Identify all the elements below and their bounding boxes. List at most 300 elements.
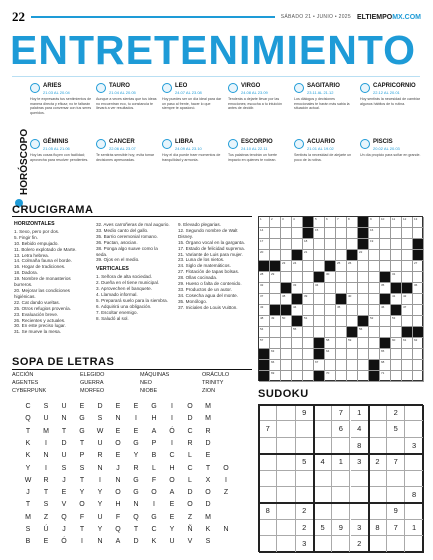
crossword-cell[interactable] — [402, 360, 413, 371]
crossword-cell[interactable] — [292, 228, 303, 239]
crossword-cell[interactable] — [259, 250, 270, 261]
sudoku-cell[interactable]: 4 — [351, 421, 369, 437]
wordsearch-letter[interactable]: J — [62, 526, 66, 533]
wordsearch-letter[interactable]: U — [61, 403, 67, 410]
crossword-cell[interactable] — [347, 294, 358, 305]
wordsearch-letter[interactable]: R — [43, 476, 49, 484]
wordsearch-letter[interactable]: V — [61, 501, 67, 509]
crossword-cell[interactable] — [325, 305, 336, 316]
crossword-cell[interactable] — [303, 272, 314, 283]
wordsearch-letter[interactable]: O — [223, 464, 229, 472]
sudoku-cell[interactable]: 2 — [296, 520, 314, 536]
wordsearch-letter[interactable]: S — [61, 464, 67, 472]
sudoku-cell[interactable]: 3 — [351, 454, 369, 470]
crossword-cell[interactable] — [314, 261, 325, 272]
crossword-cell[interactable] — [303, 283, 314, 294]
crossword-cell[interactable] — [391, 239, 402, 250]
wordsearch-letter[interactable]: C — [25, 403, 31, 410]
wordsearch-letter[interactable]: N — [61, 415, 67, 423]
wordsearch-letter[interactable]: M — [25, 513, 31, 521]
wordsearch-letter[interactable]: S — [97, 415, 103, 423]
crossword-cell[interactable] — [336, 316, 347, 327]
wordsearch-letter[interactable]: O — [187, 501, 193, 509]
wordsearch-letter[interactable]: E — [115, 403, 121, 410]
sudoku-cell[interactable]: 2 — [296, 503, 314, 519]
crossword-cell[interactable] — [391, 349, 402, 360]
wordsearch-letter[interactable]: K — [205, 526, 211, 533]
crossword-cell[interactable] — [347, 283, 358, 294]
crossword-cell[interactable] — [413, 338, 424, 349]
crossword-cell[interactable] — [325, 349, 336, 360]
crossword-cell[interactable] — [402, 239, 413, 250]
wordsearch-letter[interactable]: W — [24, 476, 32, 484]
crossword-cell[interactable] — [314, 294, 325, 305]
crossword-cell[interactable] — [391, 217, 402, 228]
crossword-cell[interactable] — [281, 261, 292, 272]
wordsearch-letter[interactable]: Y — [97, 526, 103, 533]
wordsearch-letter[interactable]: Y — [169, 526, 175, 533]
crossword-cell[interactable] — [292, 327, 303, 338]
crossword-cell[interactable] — [347, 217, 358, 228]
crossword-cell[interactable] — [336, 217, 347, 228]
wordsearch-letter[interactable]: E — [169, 501, 175, 509]
crossword-cell[interactable] — [292, 217, 303, 228]
crossword-cell[interactable] — [259, 338, 270, 349]
crossword-cell[interactable] — [314, 239, 325, 250]
crossword-cell[interactable] — [380, 261, 391, 272]
crossword-cell[interactable] — [303, 294, 314, 305]
wordsearch-letter[interactable]: E — [61, 489, 67, 497]
wordsearch-letter[interactable]: H — [151, 415, 157, 423]
wordsearch-letter[interactable]: U — [43, 415, 49, 423]
wordsearch-letter[interactable]: Y — [25, 464, 31, 472]
crossword-cell[interactable] — [402, 305, 413, 316]
crossword-cell[interactable] — [380, 239, 391, 250]
crossword-cell[interactable] — [369, 283, 380, 294]
crossword-cell[interactable] — [413, 316, 424, 327]
crossword-cell[interactable] — [369, 217, 380, 228]
crossword-cell[interactable] — [380, 349, 391, 360]
wordsearch-letter[interactable]: Y — [97, 501, 103, 509]
wordsearch-letter[interactable]: I — [153, 501, 155, 509]
crossword-cell[interactable] — [413, 360, 424, 371]
crossword-cell[interactable] — [347, 272, 358, 283]
sudoku-cell[interactable]: 7 — [387, 520, 405, 536]
crossword-cell[interactable] — [270, 272, 281, 283]
wordsearch-letter[interactable]: A — [151, 427, 157, 435]
crossword-cell[interactable] — [292, 371, 303, 382]
crossword-cell[interactable] — [413, 349, 424, 360]
wordsearch-letter[interactable]: O — [187, 403, 193, 410]
crossword-cell[interactable] — [391, 250, 402, 261]
sudoku-cell[interactable]: 7 — [259, 421, 277, 437]
wordsearch-letter[interactable]: Z — [43, 513, 49, 521]
crossword-cell[interactable] — [270, 228, 281, 239]
wordsearch-letter[interactable]: Z — [187, 513, 193, 521]
wordsearch-letter[interactable]: L — [188, 476, 192, 484]
wordsearch-letter[interactable]: N — [223, 526, 229, 533]
crossword-cell[interactable] — [270, 349, 281, 360]
crossword-cell[interactable] — [281, 371, 292, 382]
wordsearch-letter[interactable]: I — [171, 439, 173, 447]
wordsearch-letter[interactable]: E — [205, 452, 211, 460]
crossword-cell[interactable] — [281, 250, 292, 261]
crossword-cell[interactable] — [358, 294, 369, 305]
wordsearch-letter[interactable]: B — [151, 452, 157, 460]
crossword-cell[interactable] — [391, 316, 402, 327]
wordsearch-letter[interactable]: P — [79, 452, 85, 460]
crossword-cell[interactable] — [292, 283, 303, 294]
wordsearch-letter[interactable]: O — [169, 476, 175, 484]
sudoku-cell[interactable]: 3 — [351, 520, 369, 536]
wordsearch-letter[interactable]: C — [187, 464, 193, 472]
sudoku-cell[interactable]: 4 — [314, 454, 332, 470]
crossword-cell[interactable] — [369, 305, 380, 316]
crossword-cell[interactable] — [314, 316, 325, 327]
crossword-cell[interactable] — [391, 228, 402, 239]
crossword-cell[interactable] — [281, 228, 292, 239]
wordsearch-letter[interactable]: T — [25, 501, 31, 509]
crossword-cell[interactable] — [325, 360, 336, 371]
sudoku-cell[interactable]: 5 — [296, 454, 314, 470]
crossword-cell[interactable] — [336, 239, 347, 250]
crossword-cell[interactable] — [259, 228, 270, 239]
wordsearch-letter[interactable]: R — [97, 452, 103, 460]
sudoku-cell[interactable]: 2 — [369, 454, 387, 470]
wordsearch-letter[interactable]: R — [133, 464, 139, 472]
wordsearch-letter[interactable]: E — [133, 403, 139, 410]
wordsearch-letter[interactable]: A — [115, 538, 121, 546]
crossword-cell[interactable] — [336, 261, 347, 272]
wordsearch-letter[interactable]: I — [99, 476, 101, 484]
crossword-cell[interactable] — [347, 349, 358, 360]
crossword-cell[interactable] — [391, 261, 402, 272]
wordsearch-letter[interactable]: G — [133, 489, 139, 497]
crossword-cell[interactable] — [413, 371, 424, 382]
crossword-cell[interactable] — [358, 272, 369, 283]
crossword-cell[interactable] — [270, 327, 281, 338]
wordsearch-letter[interactable]: D — [187, 415, 193, 423]
sudoku-cell[interactable]: 5 — [387, 421, 405, 437]
crossword-grid[interactable] — [258, 216, 423, 381]
crossword-cell[interactable] — [413, 261, 424, 272]
wordsearch-letter[interactable]: Q — [133, 513, 139, 521]
crossword-cell[interactable] — [325, 294, 336, 305]
crossword-cell[interactable] — [358, 360, 369, 371]
crossword-cell[interactable] — [358, 250, 369, 261]
crossword-cell[interactable] — [336, 305, 347, 316]
crossword-cell[interactable] — [391, 327, 402, 338]
crossword-cell[interactable] — [270, 217, 281, 228]
wordsearch-letter[interactable]: G — [79, 415, 85, 423]
wordsearch-letter[interactable]: J — [62, 476, 66, 484]
sudoku-cell[interactable]: 8 — [351, 438, 369, 454]
wordsearch-letter[interactable]: D — [187, 489, 193, 497]
wordsearch-letter[interactable]: T — [205, 464, 211, 472]
wordsearch-letter[interactable]: N — [97, 538, 103, 546]
crossword-cell[interactable] — [259, 305, 270, 316]
crossword-cell[interactable] — [292, 349, 303, 360]
wordsearch-letter[interactable]: M — [205, 513, 211, 521]
crossword-cell[interactable] — [325, 228, 336, 239]
crossword-cell[interactable] — [314, 327, 325, 338]
wordsearch-letter[interactable]: R — [187, 439, 193, 447]
crossword-cell[interactable] — [380, 371, 391, 382]
wordsearch-letter[interactable]: T — [25, 427, 31, 435]
crossword-cell[interactable] — [336, 349, 347, 360]
crossword-cell[interactable] — [270, 250, 281, 261]
sudoku-cell[interactable]: 3 — [296, 536, 314, 552]
crossword-cell[interactable] — [369, 239, 380, 250]
crossword-cell[interactable] — [413, 305, 424, 316]
wordsearch-letter[interactable]: C — [169, 452, 175, 460]
crossword-cell[interactable] — [380, 217, 391, 228]
crossword-cell[interactable] — [336, 371, 347, 382]
wordsearch-letter[interactable]: K — [25, 439, 31, 447]
crossword-cell[interactable] — [336, 338, 347, 349]
crossword-cell[interactable] — [380, 360, 391, 371]
crossword-cell[interactable] — [336, 327, 347, 338]
wordsearch-letter[interactable]: Ú — [43, 526, 49, 533]
crossword-cell[interactable] — [402, 261, 413, 272]
wordsearch-letter[interactable]: Y — [133, 452, 139, 460]
crossword-cell[interactable] — [270, 294, 281, 305]
crossword-cell[interactable] — [402, 371, 413, 382]
sudoku-cell[interactable]: 1 — [332, 454, 350, 470]
crossword-cell[interactable] — [380, 316, 391, 327]
crossword-cell[interactable] — [281, 349, 292, 360]
wordsearch-letter[interactable]: K — [25, 452, 31, 460]
crossword-cell[interactable] — [347, 239, 358, 250]
crossword-cell[interactable] — [259, 272, 270, 283]
crossword-cell[interactable] — [281, 327, 292, 338]
wordsearch-letter[interactable]: H — [169, 464, 175, 472]
crossword-cell[interactable] — [402, 338, 413, 349]
crossword-cell[interactable] — [336, 283, 347, 294]
crossword-cell[interactable] — [358, 349, 369, 360]
wordsearch-letter[interactable]: U — [61, 452, 67, 460]
wordsearch-letter[interactable]: Q — [25, 415, 31, 423]
wordsearch-letter[interactable]: I — [135, 415, 137, 423]
sudoku-cell[interactable]: 3 — [405, 438, 423, 454]
crossword-cell[interactable] — [325, 327, 336, 338]
wordsearch-letter[interactable]: H — [115, 501, 121, 509]
crossword-cell[interactable] — [391, 338, 402, 349]
wordsearch-letter[interactable]: I — [171, 415, 173, 423]
wordsearch-letter[interactable]: S — [79, 464, 85, 472]
sudoku-cell[interactable]: 7 — [387, 454, 405, 470]
crossword-cell[interactable] — [369, 228, 380, 239]
wordsearch-letter[interactable]: W — [96, 427, 104, 435]
wordsearch-letter[interactable]: M — [205, 415, 211, 423]
crossword-cell[interactable] — [303, 261, 314, 272]
wordsearch-letter[interactable]: O — [115, 439, 121, 447]
wordsearch-letter[interactable]: Z — [223, 489, 229, 497]
wordsearch-letter[interactable]: E — [43, 538, 49, 546]
sudoku-cell[interactable]: 2 — [387, 405, 405, 421]
crossword-cell[interactable] — [292, 338, 303, 349]
crossword-cell[interactable] — [325, 239, 336, 250]
wordsearch-letter[interactable]: D — [97, 403, 103, 410]
crossword-cell[interactable] — [369, 338, 380, 349]
crossword-cell[interactable] — [369, 294, 380, 305]
crossword-cell[interactable] — [358, 338, 369, 349]
crossword-cell[interactable] — [402, 272, 413, 283]
crossword-cell[interactable] — [325, 250, 336, 261]
crossword-cell[interactable] — [336, 228, 347, 239]
wordsearch-letter[interactable]: S — [205, 538, 211, 546]
wordsearch-letter[interactable]: Y — [79, 489, 85, 497]
crossword-cell[interactable] — [380, 228, 391, 239]
crossword-cell[interactable] — [369, 349, 380, 360]
wordsearch-letter[interactable]: G — [151, 513, 157, 521]
wordsearch-letter[interactable]: T — [43, 489, 49, 497]
sudoku-cell[interactable]: 6 — [332, 421, 350, 437]
crossword-cell[interactable] — [347, 261, 358, 272]
wordsearch-letter[interactable]: D — [61, 439, 67, 447]
wordsearch-letter[interactable]: T — [61, 427, 67, 435]
crossword-cell[interactable] — [347, 338, 358, 349]
wordsearch-letter[interactable]: Y — [97, 489, 103, 497]
wordsearch-letter[interactable]: F — [115, 513, 121, 521]
wordsearch-letter[interactable]: C — [151, 526, 157, 533]
crossword-cell[interactable] — [413, 283, 424, 294]
crossword-cell[interactable] — [303, 305, 314, 316]
wordsearch-letter[interactable]: D — [205, 439, 211, 447]
wordsearch-letter[interactable]: I — [171, 403, 173, 410]
crossword-cell[interactable] — [303, 371, 314, 382]
crossword-cell[interactable] — [303, 360, 314, 371]
wordsearch-letter[interactable]: O — [151, 489, 157, 497]
crossword-cell[interactable] — [270, 371, 281, 382]
crossword-cell[interactable] — [314, 360, 325, 371]
wordsearch-letter[interactable]: N — [43, 452, 49, 460]
crossword-cell[interactable] — [314, 228, 325, 239]
crossword-cell[interactable] — [325, 217, 336, 228]
crossword-cell[interactable] — [391, 371, 402, 382]
wordsearch-letter[interactable]: J — [26, 489, 30, 497]
crossword-cell[interactable] — [391, 294, 402, 305]
wordsearch-letter[interactable]: T — [79, 439, 85, 447]
crossword-cell[interactable] — [369, 250, 380, 261]
wordsearch-letter[interactable]: E — [115, 452, 121, 460]
crossword-cell[interactable] — [413, 217, 424, 228]
crossword-cell[interactable] — [259, 327, 270, 338]
crossword-cell[interactable] — [292, 272, 303, 283]
sudoku-cell[interactable]: 1 — [351, 405, 369, 421]
crossword-cell[interactable] — [325, 371, 336, 382]
crossword-cell[interactable] — [314, 305, 325, 316]
crossword-cell[interactable] — [281, 217, 292, 228]
wordsearch-letter[interactable]: Q — [115, 526, 121, 533]
wordsearch-letter[interactable]: T — [79, 476, 85, 484]
crossword-cell[interactable] — [314, 250, 325, 261]
crossword-cell[interactable] — [314, 217, 325, 228]
crossword-cell[interactable] — [292, 261, 303, 272]
wordsearch-letter[interactable]: I — [81, 538, 83, 546]
crossword-cell[interactable] — [380, 305, 391, 316]
crossword-cell[interactable] — [303, 327, 314, 338]
wordsearch-letter[interactable]: E — [79, 403, 85, 410]
wordsearch-letter[interactable]: P — [151, 439, 157, 447]
crossword-cell[interactable] — [358, 371, 369, 382]
sudoku-cell[interactable]: 9 — [387, 503, 405, 519]
wordsearch-letter[interactable]: O — [115, 489, 121, 497]
wordsearch-letter[interactable]: E — [133, 427, 139, 435]
wordsearch-letter[interactable]: T — [79, 526, 85, 533]
wordsearch-letter[interactable]: S — [43, 501, 49, 509]
crossword-cell[interactable] — [325, 283, 336, 294]
wordsearch-letter[interactable]: I — [45, 464, 47, 472]
crossword-cell[interactable] — [358, 283, 369, 294]
crossword-cell[interactable] — [292, 360, 303, 371]
wordsearch-letter[interactable]: C — [187, 427, 193, 435]
crossword-cell[interactable] — [391, 272, 402, 283]
sudoku-cell[interactable]: 8 — [369, 520, 387, 536]
wordsearch-letter[interactable]: X — [205, 476, 211, 484]
crossword-cell[interactable] — [369, 316, 380, 327]
crossword-cell[interactable] — [259, 316, 270, 327]
crossword-cell[interactable] — [336, 272, 347, 283]
wordsearch-letter[interactable]: Ñ — [187, 526, 193, 533]
crossword-cell[interactable] — [347, 316, 358, 327]
wordsearch-letter[interactable]: O — [79, 501, 85, 509]
crossword-cell[interactable] — [402, 217, 413, 228]
crossword-cell[interactable] — [303, 316, 314, 327]
crossword-cell[interactable] — [259, 283, 270, 294]
crossword-cell[interactable] — [402, 294, 413, 305]
crossword-cell[interactable] — [314, 283, 325, 294]
crossword-cell[interactable] — [270, 360, 281, 371]
crossword-cell[interactable] — [358, 327, 369, 338]
wordsearch-letter[interactable]: N — [115, 415, 121, 423]
wordsearch-letter[interactable]: D — [133, 538, 139, 546]
crossword-cell[interactable] — [347, 228, 358, 239]
crossword-cell[interactable] — [347, 305, 358, 316]
sudoku-cell[interactable]: 2 — [351, 536, 369, 552]
crossword-cell[interactable] — [380, 250, 391, 261]
crossword-cell[interactable] — [369, 261, 380, 272]
wordsearch-letter[interactable]: V — [187, 538, 193, 546]
crossword-cell[interactable] — [402, 250, 413, 261]
wordsearch-letter[interactable]: G — [79, 427, 85, 435]
wordsearch-letter[interactable]: D — [205, 501, 211, 509]
wordsearch-letter[interactable]: N — [115, 476, 121, 484]
wordsearch-letter[interactable]: O — [205, 489, 211, 497]
wordsearch-letter[interactable]: F — [79, 513, 85, 521]
crossword-cell[interactable] — [369, 272, 380, 283]
wordsearch-letter[interactable]: N — [97, 464, 103, 472]
wordsearch-letter[interactable]: Ó — [61, 538, 67, 546]
crossword-cell[interactable] — [402, 228, 413, 239]
sudoku-cell[interactable]: 5 — [314, 520, 332, 536]
crossword-cell[interactable] — [259, 294, 270, 305]
crossword-cell[interactable] — [369, 327, 380, 338]
crossword-cell[interactable] — [270, 283, 281, 294]
wordsearch-letter[interactable]: G — [151, 403, 157, 410]
crossword-cell[interactable] — [303, 239, 314, 250]
crossword-cell[interactable] — [292, 239, 303, 250]
wordsearch-letter[interactable]: U — [97, 439, 103, 447]
wordsearch-letter[interactable]: U — [97, 513, 103, 521]
wordsearch-letter[interactable]: L — [152, 464, 156, 472]
wordsearch-letter[interactable]: L — [188, 452, 192, 460]
crossword-cell[interactable] — [281, 239, 292, 250]
wordsearch-letter[interactable]: A — [169, 489, 175, 497]
crossword-cell[interactable] — [281, 316, 292, 327]
wordsearch-letter[interactable]: I — [225, 476, 227, 484]
wordsearch-letter[interactable]: E — [169, 513, 175, 521]
